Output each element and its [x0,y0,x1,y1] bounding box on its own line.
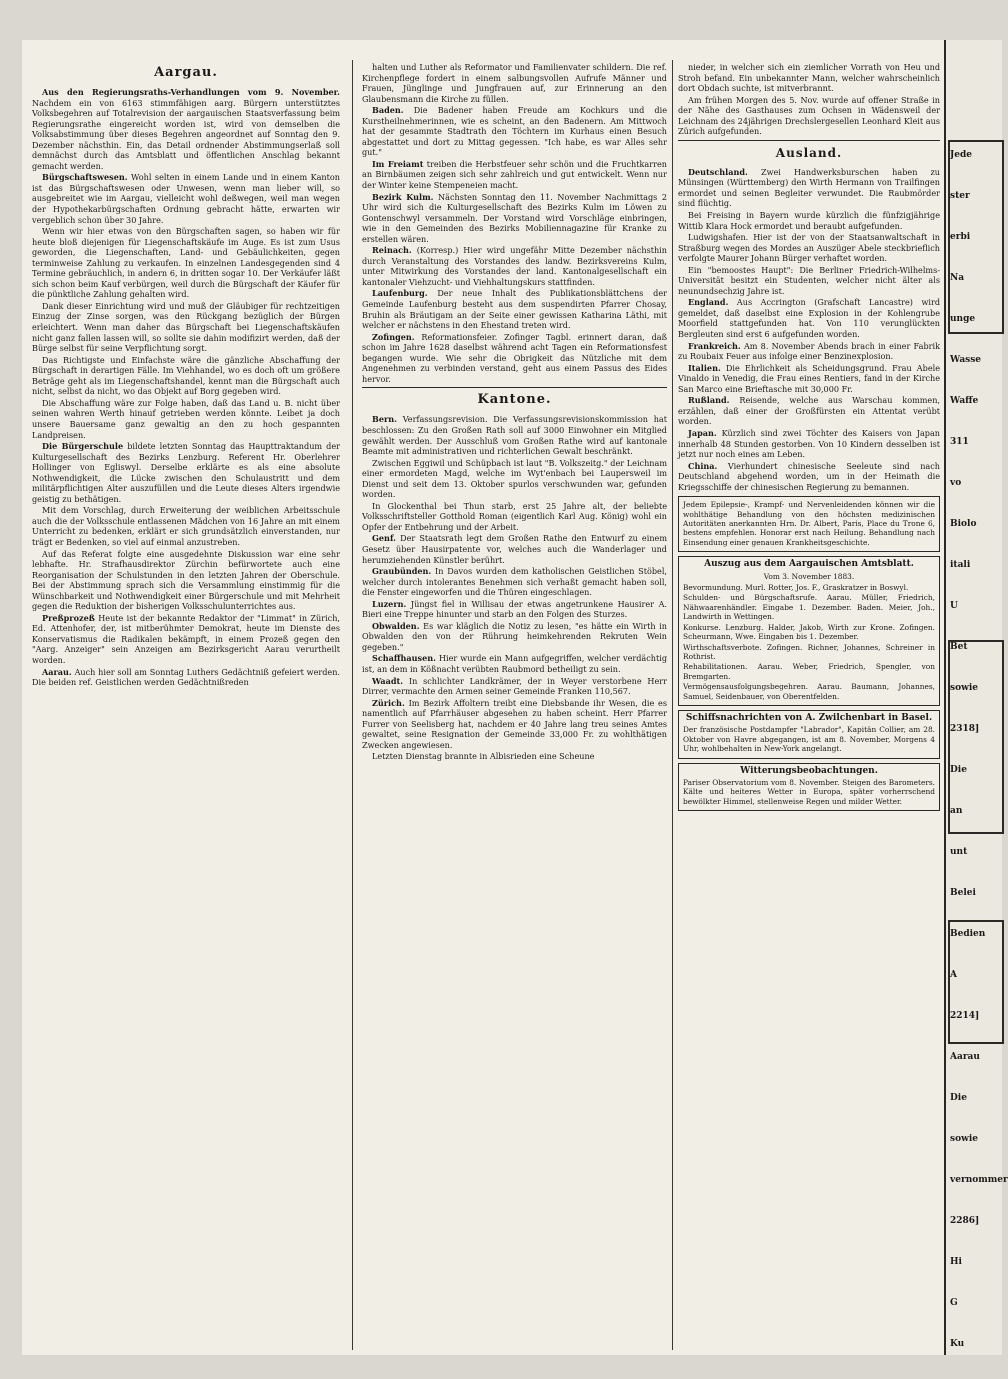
article-text: Ein "bemoostes Haupt": Die Berliner Friedrich-Wilhelms-Universität besitzt ein Studenten, welcher nicht älter als neunundsechzig Jahre ist. [678,264,940,296]
edge-fragment: Bet [950,642,968,652]
advertisement-text: Jedem Epilepsie-, Krampf- und Nervenleidenden können wir die wohlthätige Behandlung von den höchsten medizinischen Autoritäten anerkannten Hrn. Dr. Albert, Paris, Place du Trone 6, bestens empfehlen. Honorar erst nach Heilung. Behandlung nach Einsendung einer genauen Krankheitsgeschichte. [683,500,935,547]
article-paragraph [362,533,667,565]
edge-fragment: Na [950,273,965,283]
article-lead: Obwalden. [372,620,420,631]
article-text: Am 8. November Abends brach in einer Fabrik zu Roubaix Feuer aus infolge einer Benzinexplosion. [678,340,940,362]
article-paragraph [362,653,667,674]
article-text: Kürzlich sind zwei Töchter des Kaisers von Japan innerhalb 48 Stunden gestorben. Von 10 Kindern desselben ist jetzt nur noch eines am Leben. [678,427,940,460]
edge-fragment: an [950,806,963,816]
advertisement-frame [948,140,1004,334]
article-lead: Italien. [688,362,721,373]
amtsblatt-entries [683,583,935,701]
article-paragraph [678,461,940,493]
article-lead: Laufenburg. [372,288,428,299]
column-2 [362,62,667,763]
article-paragraph [362,192,667,245]
article-paragraph [362,566,667,598]
edge-fragment: unge [950,314,976,324]
article-text: Dank dieser Einrichtung wird und muß der Gläubiger für rechtzeitigen Einzug der Zinse sorgen, was den Rückgang bezüglich der Bürgen erleichtert. Wenn man daher das Bürgschaft bei Liegenschaftskäufen nicht ganz fallen lassen will, so sollte sie dahin modifizirt werden, daß der Bürge selbst für seine Verpflichtung sorgt. [32,300,340,354]
article-text: Hier wurde ein Mann aufgegriffen, welcher verdächtig ist, an dem in Kößnacht verübten Raubmord betheiligt zu sein. [362,653,667,674]
article-text: Nachdem ein von 6163 stimmfähigen aarg. Bürgern unterstütztes Volksbegehren auf Totalrevision der aargauischen Staatsverfassung beim Regierungsrathe eingereicht worden ist, wird von demselben die Volksabstimmung über dieses Begehren angeordnet auf Sonntag den 9. Dezember nächsthin. Ein, das Detail ordnender Abstimmungserlaß soll demnächst durch das Amtsblatt und öffentlichen Anschlag bekannt gemacht werden. [32,97,340,171]
article-text: Der neue Inhalt des Publikationsblättchens der Gemeinde Laufenburg besteht aus dem suspendirten Pfarrer Chosay, Bruhin als Bräutigam an der Seite einer gewissen Katharina Läthi, mit welcher er nächstens in den Ehestand treten wird. [362,288,667,331]
article-paragraph [32,667,340,688]
article-paragraph [678,232,940,264]
article-paragraph [32,355,340,397]
ship-news-text: Der französische Postdampfer "Labrador", Kapitän Collier, am 28. Oktober von Havre abgegangen, ist am 8. November, Morgens 4 Uhr, wohlbehalten in New-York angelangt. [683,725,935,754]
article-text: Am frühen Morgen des 5. Nov. wurde auf offener Straße in der Nähe des Gasthauses zum Ochsen in Wädensweil der Leichnam des 24jährigen Drechslergesellen Leonhard Kleit aus Zürich aufgefunden. [678,94,940,137]
article-lead: Luzern. [372,598,407,609]
amtsblatt-box [678,556,940,706]
article-text: Die Badener haben Freude am Kochkurs und die Kurstheilnehmerinnen, wie es scheint, an den Badenern. Am Mittwoch hat der gesammte Stadtrath den Töchtern im Kurhaus einen Besuch abgestattet und dort zu Mittag gegessen. "Ich habe, es war Alles sehr gut." [362,105,667,158]
article-paragraph [362,458,667,500]
article-text: Ludwigshafen. Hier ist der von der Staatsanwaltschaft in Straßburg wegen des Mordes an Auszüger Abele steckbrieflich verfolgte Maurer Johann Bürger verhaftet worden. [678,232,940,264]
column-divider [352,60,353,1350]
article-text: Wenn wir hier etwas von den Bürgschaften sagen, so haben wir für heute bloß diejenigen für Liegenschaftskäufe im Auge. Es ist zum Usus geworden, die Liegenschaften, Land- und Gebäulichkeiten, gegen terminweise Zahlung zu verkaufen. In einzelnen Landesgegenden sind 4 Termine gebräuchlich, in andern 6, in dritten sogar 10. Der Verkäufer läßt sich schon beim Kauf verbürgen, weil durch die Bürgschaft der Käufer für die pünktliche Zahlung gehalten wird. [32,226,340,300]
edge-fragment: 2214] [950,1011,980,1021]
edge-fragment: sowie [950,683,978,693]
edge-fragment: Bedien [950,929,986,939]
article-text: In schlichter Landkrämer, der in Weyer verstorbene Herr Dirrer, vermachte den Armen seiner Gemeinde Franken 110,567. [362,675,668,697]
article-text: Bei Freising in Bayern wurde kürzlich die fünfzigjährige Wittib Klara Hock ermordet und beraubt aufgefunden. [678,210,940,231]
edge-fragment: vernommer [950,1175,1008,1185]
weather-box [678,763,940,812]
article-text: nieder, in welcher sich ein ziemlicher Vorrath von Heu und Stroh befand. Ein unbekannter Mann, welcher wahrscheinlich dort Obdach suchte, ist mitverbrannt. [678,62,940,94]
article-text: Verfassungsrevision. Die Verfassungsrevisionskommission hat beschlossen: Zu den Großen Rath soll auf 3000 Einwohner ein Mitglied gewählt werden. Der Ausschluß vom Großen Rathe wird auf kantonale Beamte mit administrativen und richterlichen Gewalt beschränkt. [362,414,667,457]
column-1-articles [32,87,340,688]
amtsblatt-entry: Konkurse. Lenzburg. Halder, Jakob, Wirth zur Krone. Zofingen. Scheurmann, Wwe. Eingaben bis 1. Dezember. [683,622,935,642]
amtsblatt-entry: Rehabilitationen. Aarau. Weber, Friedrich, Spengler, von Bremgarten. [683,662,935,681]
article-text: Das Richtigste und Einfachste wäre die gänzliche Abschaffung der Bürgschaft in derartigen Fälle. Im Viehhandel, wo es doch oft um größere Beträge geht als im Liegenschaftshandel, kennt man die Bürgschaft auch nicht, selbst da nicht, wo das Objekt auf Borg gegeben wird. [32,354,340,397]
article-lead: Reinach. [372,245,412,256]
epilepsy-advertisement [678,496,940,552]
article-text: Es war kläglich die Notiz zu lesen, "es hätte ein Wirth in Obwalden den von der Rührung heimkehrenden Rekruten Wein gegeben." [362,620,667,652]
article-paragraph [362,501,667,533]
article-lead: Rußland. [688,395,730,406]
article-lead: Aus den Regierungsraths-Verhandlungen vom 9. November. [42,87,340,97]
column-3 [678,62,940,815]
article-text: Zwischen Eggiwil und Schüpbach ist laut "B. Volkszeitg." der Leichnam einer ermordeten Magd, welche im Wyt'enbach bei Laupersweil im Dienst und seit dem 13. Oktober spurlos verschwunden war, gefunden worden. [362,457,667,500]
article-text: Aus Accrington (Grafschaft Lancastre) wird gemeldet, daß daselbst eine Explosion in der Kohlengrube Moorfield stattgefunden hat. Von 110 verunglückten Bergleuten sind erst 6 aufgefunden worden. [678,297,941,340]
article-text: Der Staatsrath legt dem Großen Rathe den Entwurf zu einem Gesetz über Hausirpatente vor, welches auch die Wanderlager und herumziehenden Künstler berührt. [362,533,667,565]
article-paragraph [362,288,667,330]
column-3-articles [678,62,940,137]
article-paragraph [362,751,667,762]
edge-fragment: unt [950,847,968,857]
article-lead: Graubünden. [372,566,432,577]
article-lead: Baden. [372,105,404,116]
article-paragraph [362,105,667,158]
section-divider [678,140,940,141]
edge-fragment: Wasse [950,355,982,365]
article-paragraph [32,441,340,504]
article-text: Auf das Referat folgte eine ausgedehnte Diskussion war eine sehr lebhafte. Hr. Strafhausdirektor Zürchin befürwortete auch eine Reorganisation der Schulstunden in den letzten Jahren der Oberschule. Bei der Abstimmung sprach sich die Versammlung einstimmig für die Wünschbarkeit und Nothwendigkeit einer Bürgerschule und mit Mehrheit gegen die Reduktion der bisherigen Volksschulunterrichtes aus. [32,548,340,612]
article-lead: England. [688,297,729,308]
edge-fragment: Biolo [950,519,977,529]
edge-fragment: 2286] [950,1216,980,1226]
article-paragraph [32,226,340,300]
article-paragraph [678,363,940,395]
article-paragraph [678,297,940,339]
advertisement-frame [948,920,1004,1044]
article-lead: China. [688,460,718,471]
article-paragraph [32,301,340,354]
article-lead: Bürgschaftswesen. [42,172,128,183]
edge-fragment: 311 [950,437,969,447]
article-paragraph [362,62,667,104]
section-heading-aargau: Aargau. [154,65,218,80]
article-text: (Korresp.) Hier wird ungefähr Mitte Dezember nächsthin durch Veranstaltung des Vorstandes des landw. Bezirksvereins Kulm, unter Mitwirkung des Vorstandes der land. Kantonalgesellschaft ein kantonaler Viehzucht- und Viehhaltungskurs stattfinden. [362,245,667,287]
article-lead: Genf. [372,533,396,544]
article-paragraph [362,676,667,697]
article-lead: Zürich. [372,697,405,708]
article-text: Die Abschaffung wäre zur Folge haben, daß das Land u. B. nicht über seinen wahren Werth hinauf getrieben werden könnte. Leibet ja doch unsere Bauersame ganz gewaltig an den zu hoch gespannten Landpreisen. [32,397,340,440]
edge-fragment: Jede [950,150,973,160]
article-paragraph [32,613,340,666]
article-paragraph [362,621,667,653]
article-paragraph [678,95,940,137]
column-2-kantone-articles [362,414,667,762]
ship-news-box [678,710,940,759]
article-text: Vierhundert chinesische Seeleute sind nach Deutschland abgehend worden, um in der Heimath die Kriegsschiffe der chinesischen Regierung zu bemannen. [678,460,941,492]
edge-fragment: Die [950,1093,967,1103]
article-paragraph [678,167,940,209]
column-2-articles [362,62,667,384]
edge-fragment: Waffe [950,396,979,406]
article-lead: Deutschland. [688,166,748,177]
article-text: Zwei Handwerksburschen haben zu Münsingen (Württemberg) den Wirth Hermann von Trailfingen ermordet und seinen Begleiter verwundet. Die Raubmörder sind flüchtig. [678,166,940,209]
article-text: bildete letzten Sonntag das Haupttraktandum der Kulturgesellschaft des Bezirks Lenzburg. Referent Hr. Oberlehrer Hollinger von Egliswyl. Derselbe erklärte es als eine absolute Nothwendigkeit, die Lücke zwischen den Schulaustritt und dem militärpflichtigen Alter auszufüllen und die Leute dieses Alters irgendwie geistig zu bethätigen. [32,441,341,504]
article-lead: Japan. [688,427,717,438]
section-heading-ausland: Ausland. [775,145,843,160]
article-paragraph [362,414,667,456]
article-paragraph [362,599,667,620]
edge-fragment: Belei [950,888,976,898]
article-paragraph [678,428,940,460]
article-text: Letzten Dienstag brannte in Albisrieden eine Scheune [372,751,595,762]
edge-fragment: sowie [950,1134,978,1144]
adjacent-page-edge [944,40,1008,1355]
edge-fragment: Hi [950,1257,962,1267]
article-paragraph [32,398,340,440]
article-paragraph [678,210,940,231]
column-1 [32,62,340,689]
article-text: In Davos wurden dem katholischen Geistlichen Stöbel, welcher durch intolerantes Benehmen sich verhaßt gemacht haben soll, die Fenster eingeworfen und die Thüren eingeschlagen. [362,566,667,598]
article-paragraph [678,341,940,362]
ship-news-title: Schiffsnachrichten von A. Zwilchenbart in Basel. [685,712,933,723]
article-text: Nächsten Sonntag den 11. November Nachmittags 2 Uhr wird sich die Kulturgesellschaft des Bezirks Kulm im Löwen zu Gontenschwyl versammeln. Der Vorstand wird Vorschläge einbringen, wie in den Gemeinden des Bezirks Mobiliennagazine für Kranke zu erstellen wären. [362,191,667,244]
section-divider [362,387,667,388]
article-paragraph [678,62,940,94]
article-text: Heute ist der bekannte Redaktor der "Limmat" in Zürich, Ed. Attenhofer, der, ist mitberühmter Demokrat, heute im Dienste des Konservatismus die Radikalen bekämpft, in einem Prozeß gegen den "Aarg. Anzeiger" sein Anzeigen am Bezirksgericht Aarau verurtheilt worden. [32,612,340,665]
edge-fragment: Die [950,765,967,775]
article-text: Wohl selten in einem Lande und in einem Kanton ist das Bürgschaftswesen oder Unwesen, wenn man lieber will, so ausgebreitet wie im Aargau, vielleicht wohl deßwegen, weil man wegen der Hypothekarbürgschaften Ordnung gebracht hätte, erwarten wir vergeblich schon über 30 Jahre. [32,172,340,225]
amtsblatt-title: Auszug aus dem Aargauischen Amtsblatt. [704,559,914,570]
article-lead: Waadt. [372,675,404,686]
edge-fragment: A [950,970,957,980]
article-lead: Aarau. [42,666,72,677]
amtsblatt-entry: Vermögensausfolgungsbegehren. Aarau. Baumann, Johannes, Samuel, Seidenbauer, von Oberentfelden. [683,682,935,701]
edge-fragment: ster [950,191,970,201]
article-paragraph [32,549,340,612]
edge-fragment: vo [950,478,962,488]
edge-fragment: erbi [950,232,971,242]
article-paragraph [362,245,667,287]
article-text: Mit dem Vorschlag, durch Erweiterung der weiblichen Arbeitsschule auch die der Volksschule entlassenen Mädchen von 16 Jahre an mit einem Unterricht zu bedenken, erklärt er sich grundsätzlich einverstanden, nur trägt er Bedenken, so viel auf einmal anzustreben. [32,505,340,547]
edge-fragment: Aarau [950,1052,980,1062]
article-text: Jüngst fiel in Willisau der etwas angetrunkene Hausirer A. Bieri eine Treppe hinunter und starb an den Folgen des Sturzes. [362,598,667,620]
advertisement-frame [948,640,1004,834]
amtsblatt-entry: Wirthschaftsverbote. Zofingen. Richner, Johannes, Schreiner in Rothrist. [683,642,935,661]
article-text: halten und Luther als Reformator und Familienvater schildern. Die ref. Kirchenpflege fordert in einem salbungsvollen Aufrufe Männer und Frauen, Jünglinge und Jungfrauen auf, zur Erinnerung an den Glaubensmann die Kirche zu füllen. [362,62,667,104]
article-text: treiben die Herbstfeuer sehr schön und die Fruchtkarren an Birnbäumen zeigen sich sehr zahlreich und gut entwickelt. Wenn nur der Winter keine Stempeneien macht. [362,158,667,191]
column-divider [672,60,673,1350]
article-paragraph [362,159,667,191]
article-lead: Im Freiamt [372,158,424,169]
article-text: Die Ehrlichkeit als Scheidungsgrund. Frau Abele Vinaldo in Venedig, die Frau eines Rentiers, fand in der Kirche San Marco eine Brieftasche mit 30,000 Fr. [678,362,940,394]
article-text: In Glockenthal bei Thun starb, erst 25 Jahre alt, der beliebte Volksschriftsteller Gotthold Roman (eigentlich Karl Aug. König) wohl ein Opfer der Entbehrung und der Arbeit. [362,500,667,532]
article-lead: Bern. [372,414,397,425]
article-paragraph [678,265,940,297]
article-paragraph [362,698,667,751]
article-lead: Schaffhausen. [372,653,436,664]
article-paragraph [32,505,340,547]
amtsblatt-date: Vom 3. November 1883. [763,571,855,581]
article-paragraph [362,332,667,385]
article-paragraph [678,395,940,427]
article-text: Im Bezirk Affoltern treibt eine Diebsbande ihr Wesen, die es namentlich auf Pfarrhäuser abgesehen zu haben scheint. Herr Pfarrer Furrer von Seelisberg hat, nachdem er 40 Jahre lang treu seines Amtes gewaltet, seine Resignation der Gemeinde 33,000 Fr. zu wohlthätigen Zwecken angewiesen. [362,697,667,750]
weather-text: Pariser Observatorium vom 8. November. Steigen des Barometers. Kälte und heiteres Wetter in Europa, später vorherrschend bewölkter Himmel, stellenweise Regen und milder Wetter. [683,777,935,806]
edge-fragment: 2318] [950,724,980,734]
article-text: Reformationsfeier. Zofinger Tagbl. erinnert daran, daß schon im Jahre 1628 daselbst während acht Tagen ein Reformationsfest begangen wurde. Wie sehr die Obrigkeit das Nützliche mit dem Angenehmen zu verbinden verstand, geht aus einem Passus des Eides hervor. [362,331,667,384]
newspaper-page [22,40,944,1355]
amtsblatt-entry: Bevormundung. Murl. Rotter, Jos. F., Graskratzer in Boswyl. [683,583,909,593]
article-lead: Die Bürgerschule [42,441,124,452]
article-lead: Zofingen. [372,331,415,342]
article-lead: Preßprozeß [42,612,95,623]
article-paragraph [32,87,340,171]
weather-title: Witterungsbeobachtungen. [740,765,878,776]
article-lead: Bezirk Kulm. [372,191,434,202]
article-text: Reisende, welche aus Warschau kommen, erzählen, daß einer der Großfürsten ein Attentat verübt worden. [678,395,941,427]
edge-fragment: Ku [950,1339,965,1349]
article-paragraph [32,172,340,225]
section-heading-kantone: Kantone. [477,392,552,408]
article-text: Auch hier soll am Sonntag Luthers Gedächtniß gefeiert werden. Die beiden ref. Geistlichen werden Gedächtnißreden [32,666,340,688]
edge-fragment: U [950,601,958,611]
amtsblatt-entry: Schulden- und Bürgschaftsrufe. Aarau. Müller, Friedrich, Nähwaarenhändler. Eingabe 1. Dezember. Baden. Meier, Joh., Landwirth in Wettingen. [683,593,935,622]
article-lead: Frankreich. [688,340,741,351]
edge-fragment: itali [950,560,971,570]
edge-fragment: G [950,1298,958,1308]
column-3-ausland-articles [678,167,940,492]
